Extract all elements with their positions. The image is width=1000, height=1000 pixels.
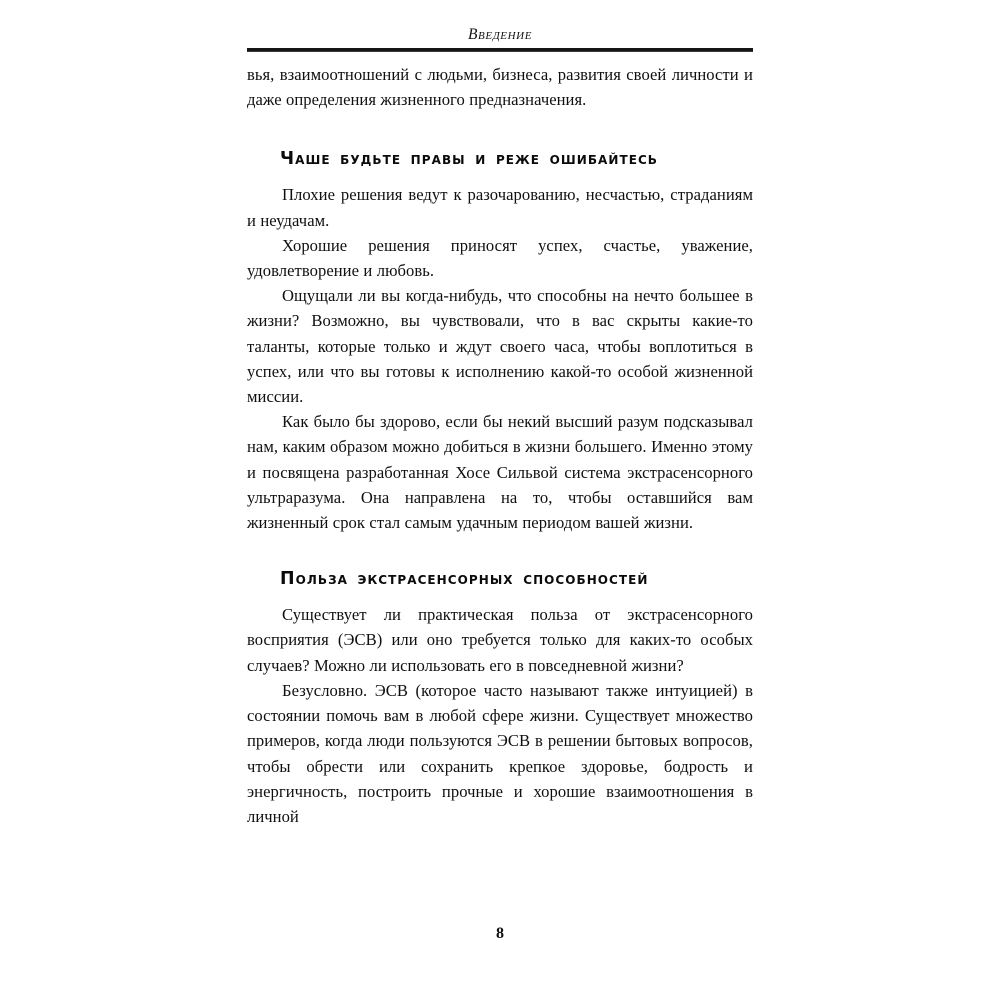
text-column xyxy=(247,62,753,829)
paragraph-have-you-ever-felt: Ощущали ли вы когда-нибудь, что способны на нечто большее в жизни? Возможно, вы чувствовали, что в вас скрыты какие-то таланты, которые только и ждут своего часа, чтобы воплотиться в успех, или что вы готовы к исполнению какой-то особой жизненной миссии. xyxy=(247,286,753,407)
page-number: 8 xyxy=(496,925,504,942)
running-head xyxy=(247,27,753,43)
spacer xyxy=(247,169,753,182)
paragraph-is-there-practical-benefit: Существует ли практическая польза от экстрасенсорного восприятия (ЭСВ) или оно требуется только для каких-то особых случаев? Можно ли использовать его в повседневной жизни? xyxy=(247,605,753,675)
section-heading-benefit-of-esp: Польза экстрасенсорных способностей xyxy=(280,569,649,590)
paragraph-continuation: вья, взаимоотношений с людьми, бизнеса, развития своей личности и даже определения жизненного предназначения. xyxy=(247,65,753,110)
spacer xyxy=(247,589,753,602)
paragraph-good-decisions: Хорошие решения приносят успех, счастье, уважение, удовлетворение и любовь. xyxy=(247,235,753,281)
paragraph-higher-mind: Как было бы здорово, если бы некий высший разум подсказывал нам, каким образом можно добиться в жизни большего. Именно этому и посвящена разработанная Хосе Сильвой система экстрасенсорного ультраразума. Она направлена на то, чтобы оставшийся вам жизненный срок стал самым удачным периодом вашей жизни. xyxy=(247,412,753,533)
running-head-title: Введение xyxy=(467,26,533,43)
paragraph-absolutely: Безусловно. ЭСВ (которое часто называют также интуицией) в состоянии помочь вам в любой сфере жизни. Существует множество примеров, когда люди пользуются ЭСВ в решении бытовых вопросов, чтобы обрести или сохранить крепкое здоровье, бодрость и энергичность, построить прочные и хорошие взаимоотношения в личной xyxy=(247,680,753,826)
spacer xyxy=(247,535,753,569)
section-heading-be-right-more-often: Чаше будьте правы и реже ошибайтесь xyxy=(280,149,659,170)
page-folio xyxy=(0,925,1000,943)
spacer xyxy=(247,112,753,149)
header-rule-thin xyxy=(247,51,753,52)
paragraph-bad-decisions: Плохие решения ведут к разочарованию, несчастью, страданиям и неудачам. xyxy=(247,185,753,230)
